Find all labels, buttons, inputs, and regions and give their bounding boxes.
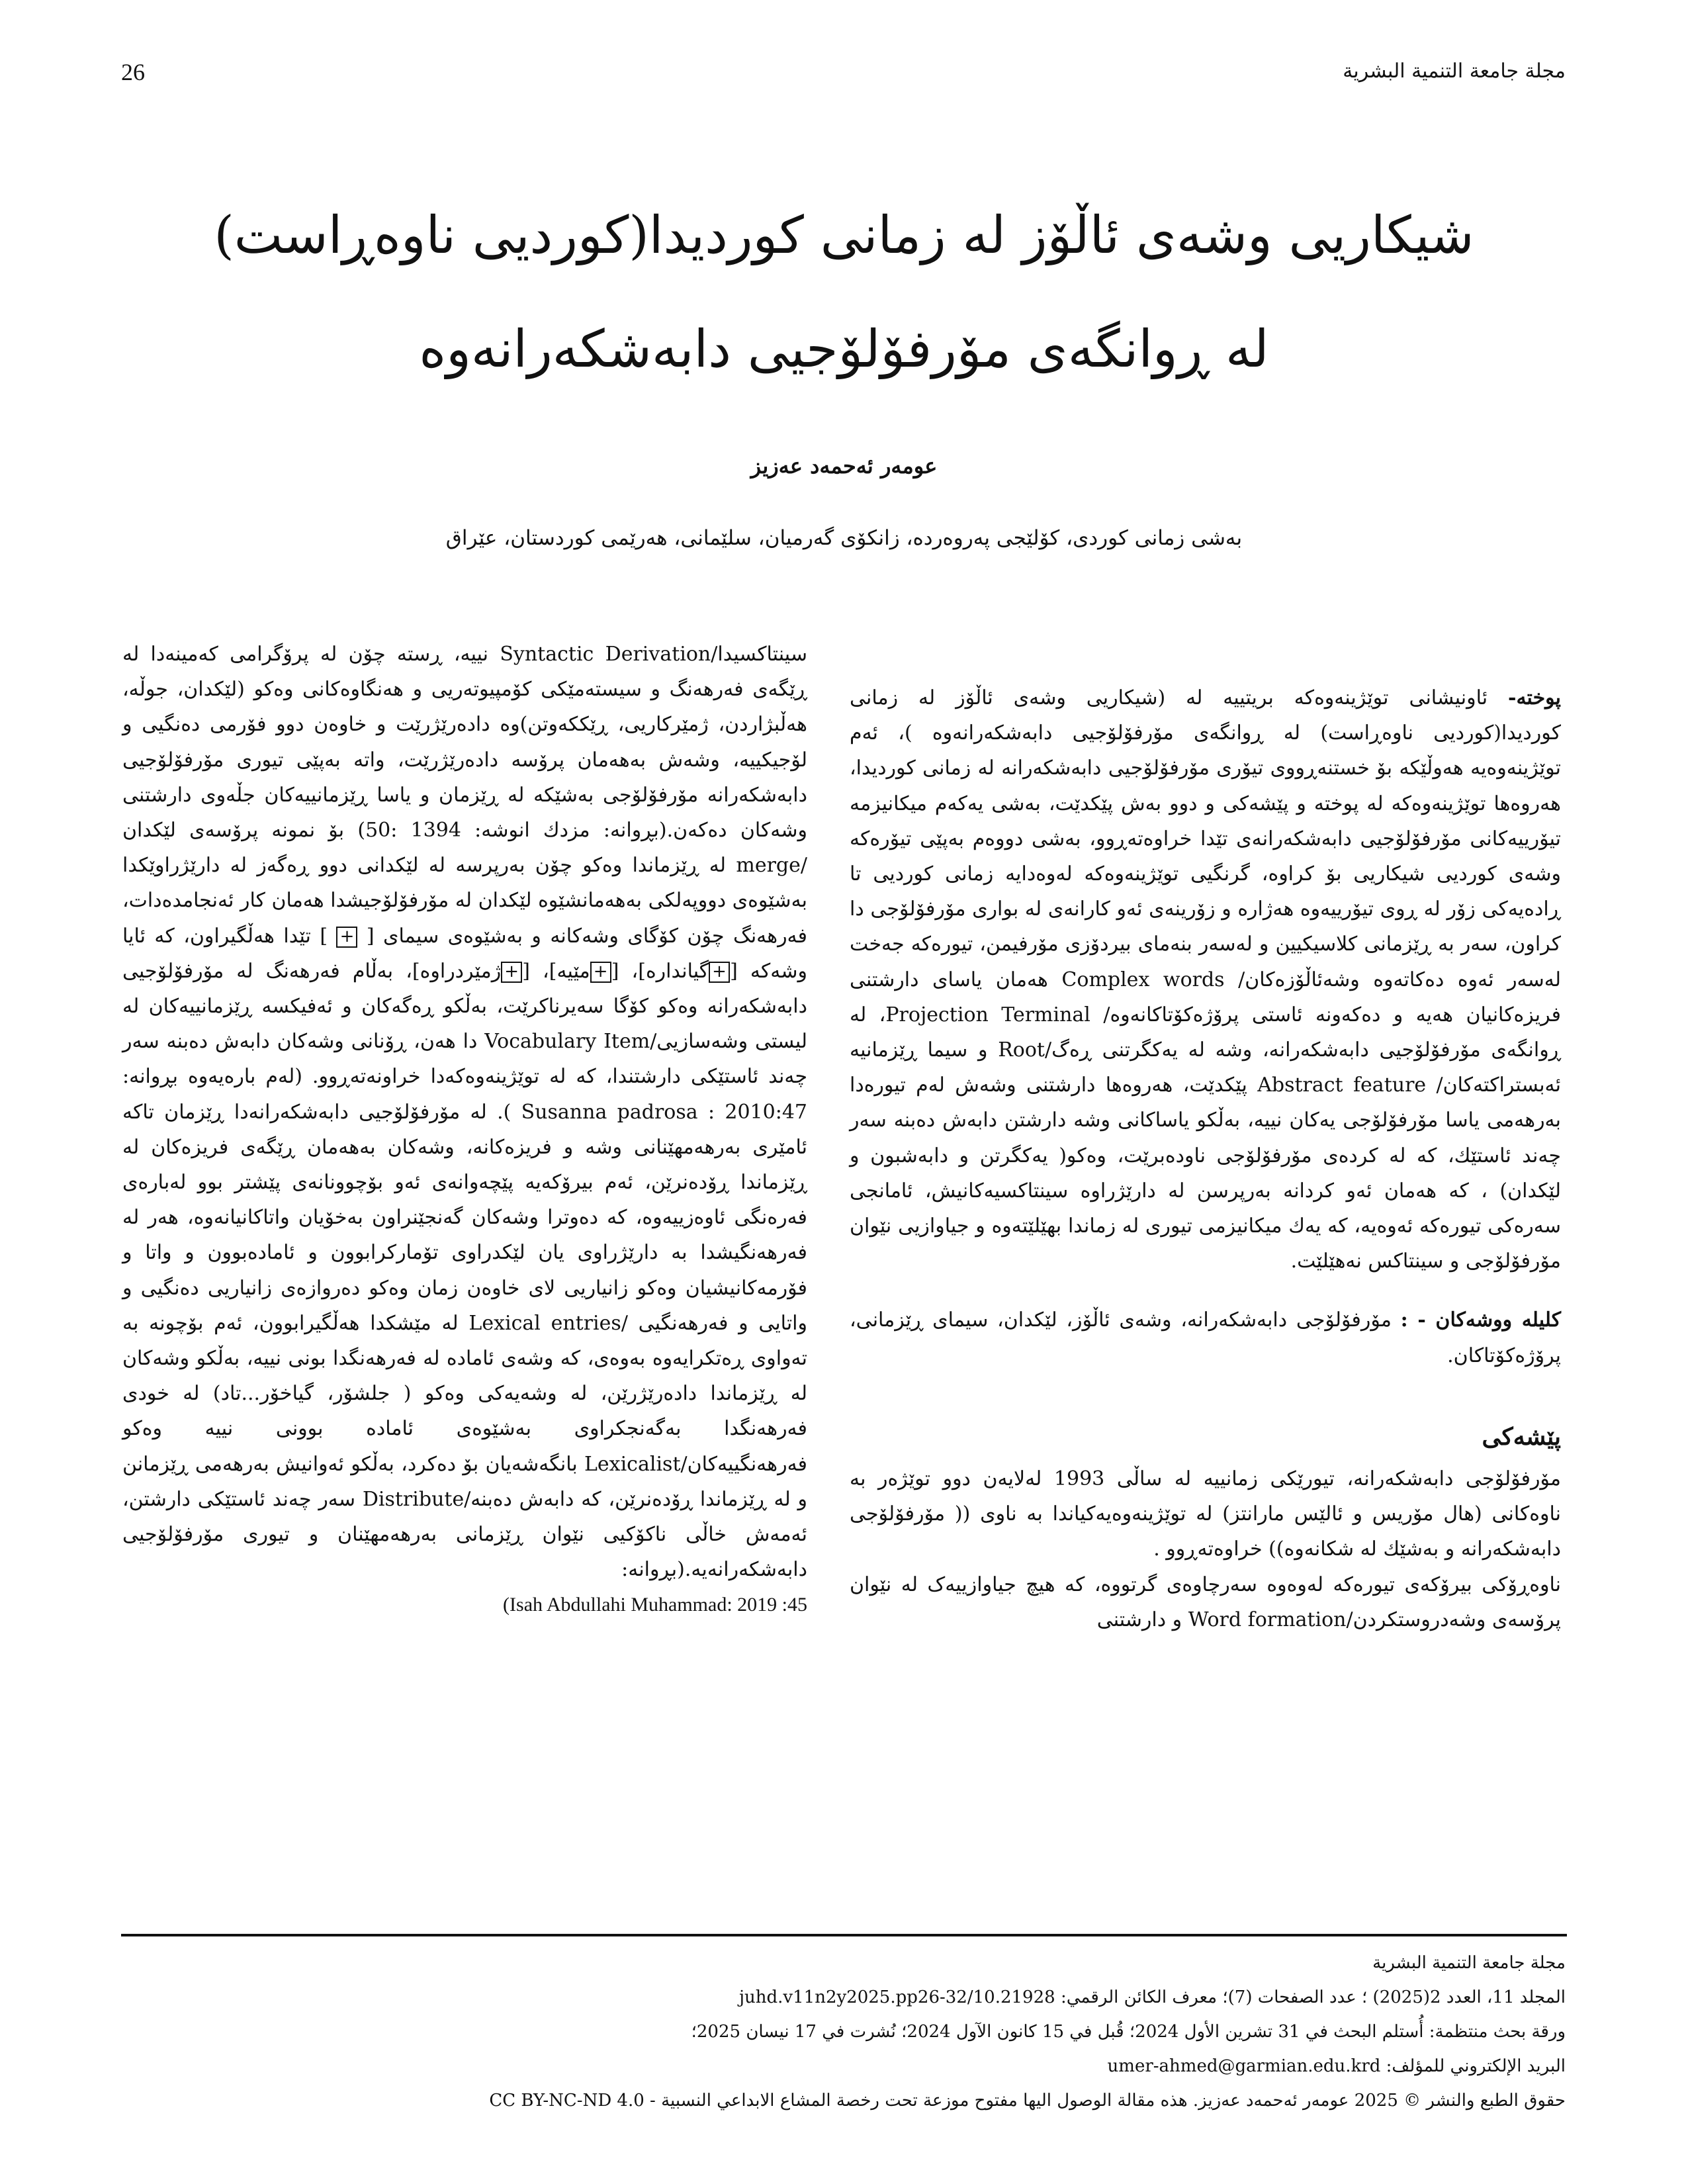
- footer-journal-name: مجلة جامعة التنمية البشرية: [1372, 1953, 1566, 1973]
- plus-feature-symbol: +: [709, 962, 730, 983]
- feature-text-2: گیاندارە]، [: [611, 959, 709, 983]
- footer-volume-doi: المجلد 11، العدد 2(2025) ؛ عدد الصفحات (7)؛ معرف الكائن الرقمي: 10.21928/juhd.v11n2y2025.pp26-32: [738, 1987, 1566, 2007]
- running-head-journal-name: مجلة جامعة التنمية البشرية: [1343, 60, 1566, 83]
- footer: [121, 1946, 1566, 2118]
- section-heading-introduction: پێشەکی: [1482, 1422, 1561, 1451]
- page-number: 26: [121, 59, 145, 85]
- author-name: عومەر ئەحمەد عەزیز: [750, 453, 938, 478]
- body-paragraph-a: [122, 637, 807, 1587]
- footer-email: البريد الإلكتروني للمؤلف: umer-ahmed@garmian.edu.krd: [1107, 2056, 1566, 2076]
- title-line-1: شیکاریی وشەی ئاڵۆز لە زمانی کوردیدا(کوردیی ناوەڕاست): [214, 206, 1474, 265]
- title-line-2: لە ڕوانگەی مۆرفۆلۆجیی دابەشکەرانەوە: [419, 320, 1269, 379]
- citation-end: (Isah Abdullahi Muhammad: 2019 :45: [503, 1594, 807, 1616]
- abstract-label: پوختە-: [1508, 686, 1561, 709]
- right-column: [850, 680, 1561, 1637]
- keywords: [850, 1302, 1561, 1373]
- introduction-paragraph-1: مۆرفۆلۆجی دابەشکەرانە، تیورێکی زمانییە لە ساڵی 1993 لەلایەن دوو توێژەر بە ناوەکانی (هال مۆریس و ئالێس مارانتز) لە توێژینەوەیەکیاندا بە ناوی (( مۆرفۆلۆجی دابەشکەرانە و بەشێك لە شکانەوە)) خراوەتەڕوو .: [850, 1467, 1561, 1561]
- feature-text-4: ژمێردراوە]،: [406, 959, 502, 983]
- citation-line: [122, 1587, 807, 1622]
- plus-feature-symbol: +: [590, 962, 611, 983]
- introduction-paragraph-2: ناوەڕۆکی بیرۆکەی تیورەکە لەوەوە سەرچاوەی گرتووە، کە هیچ جیاوازییەک لە نێوان پرۆسەی وشەدروستکردن/Word formation و دارشتنی: [850, 1572, 1561, 1631]
- article-title: [165, 179, 1523, 406]
- keywords-label: کلیلە ووشەکان - :: [1400, 1308, 1561, 1332]
- body-text-b: بەڵام فەرهەنگ لە مۆرفۆلۆجیی دابەشکەرانە وەکو کۆگا سەیرناکرێت، بەڵکو ڕەگەکان و ئەفیکسە ڕێزمانییەکان لە لیستی وشەسازیی/Vocabulary Item دا هەن، ڕۆنانی وشەکان دابەش دەبنە سەر چەند ئاستێکی دارشتندا، کە لە توێژینەوەکەدا خراونەتەڕوو. (لەم بارەیەوە بڕوانە: Susanna padrosa : 2010:47 ). لە مۆرفۆلۆجیی دابەشکەرانەدا ڕێزمان تاکە ئامێری بەرهەمهێنانی وشە و فریزەکانە، وشەکان بەهەمان ڕێگەی فریزەکان لە ڕێزماندا ڕۆدەنرێن، ئەم بیرۆکەیە پێچەوانەی ئەو بۆچوونانەی پێشتر بوو لەبارەی فەرەنگی ئاوەزییەوە، کە دەوترا وشەکان گەنجێنراون بەخۆیان واتاکانیانەوە، هەر لە فەرهەنگیشدا بە دارێژراوی یان لێکدراوی تۆمارکرابوون و ئامادەبوون و واتا و فۆرمەکانیشیان وەکو زانیاریی لای خاوەن زمان وەکو دەروازەی زانیاریی دەنگیی و واتایی و فەرهەنگیی /Lexical entries لە مێشکدا هەڵگیرابوون، ئەم بۆچونە بە تەواوی ڕەتکرایەوە بەوەی، کە وشەی ئامادە لە فەرهەنگدا بونی نییە، بەڵکو وشەکان لە ڕێزماندا دادەرێژرێن، لە وشەیەکی وەکو ( جلشۆر، گیاخۆر...تاد) لە خودی فەرهەنگدا بەگەنجکراوی بەشێوەی ئامادە بوونی نییە وەکو فەرهەنگییەکان/Lexicalist بانگەشەیان بۆ دەکرد، بەڵکو ئەوانیش بەرهەمی ڕێزمانن و لە ڕێزماندا ڕۆدەنرێن، کە دابەش دەبنە/Distribute سەر چەند ئاستێکی دارشتن، ئەمەش خاڵی ناکۆکیی نێوان ڕێزمانی بەرهەمهێنان و تیوری مۆرفۆلۆجیی دابەشکەرانەیە.(بڕوانە:: [122, 959, 808, 1582]
- keywords-text: مۆرفۆلۆجی دابەشکەرانە، وشەی ئاڵۆز، لێکدان، سیمای ڕێزمانی، پرۆژەکۆتاکان.: [850, 1308, 1561, 1367]
- footer-dates: ورقة بحث منتظمة: أُستلم البحث في 31 تشرين الأول 2024؛ قُبل في 15 كانون الآول 2024؛ نُشرت في 17 نيسان 2025؛: [691, 2022, 1566, 2042]
- introduction-body: [850, 1461, 1561, 1637]
- abstract-text: ئاونیشانی توێژینەوەکە بریتییە لە (شیکاریی وشەی ئاڵۆز لە زمانی کوردیدا(کوردیی ناوەڕاست) لە ڕوانگەی مۆرفۆلۆجیی دابەشکەرانەوە )، ئەم توێژینەوەیە هەوڵێکە بۆ خستنەڕووی تیۆری مۆرفۆلۆجیی دابەشکەرانە لە زمانی کوردیدا، هەروەها توێژینەوەکە لە پوختە و پێشەکی و دوو بەش پێکدێت، بەشی یەکەم میکانیزمە تیۆرییەکانی مۆرفۆلۆجیی دابەشکەرانەی تێدا خراوەتەڕوو، بەشی دووەم بەپێی تیۆرەکە وشەی کوردیی شیکاریی بۆ کراوە، گرنگیی توێژینەوەکە لەوەدایە زمانی کوردیی تا ڕادەیەکی زۆر لە ڕوی تیۆرییەوە هەژارە و زۆرینەی ئەو کارانەی لە بواری مۆرفۆلۆجی دا کراون، سەر بە ڕێزمانی کلاسیکیین و لەسەر بنەمای بیردۆزی مۆرفیمن، تیورەکە جەخت لەسەر ئەوە دەکاتەوە وشەئاڵۆزەکان/ Complex words هەمان یاسای دارشتنی فریزەکانیان هەیە و دەکەونە ئاستی پرۆژەکۆتاکانەوە/ Projection Terminal، لە ڕوانگەی مۆرفۆلۆجیی دابەشکەرانە، وشە لە یەکگرتنی ڕەگ/Root و سیما ڕێزمانیە ئەبستراکتەکان/ Abstract feature پێکدێت، هەروەها دارشتنی وشەش لەم تیورەدا بەرهەمی یاسا مۆرفۆلۆجی یەکان نییە، بەڵکو یاساکانی وشە دارشتن دابەش دەبنە سەر چەند ئاستێك، کە لە کردەی مۆرفۆلۆجی ناودەبرێت، وەکو( یەکگرتن و دابەشبون و لێکدان) ، کە هەمان ئەو کردانە بەرپرسن لە دارێژراوە سینتاکسیەکانیش، ئامانجی سەرەکی تیورەکە ئەوەیە، کە یەك میکانیزمی تیوری لە زماندا بهێلێتەوە و جیاوازیی نێوان مۆرفۆلۆجی و سینتاکس نەهێلێت.: [850, 686, 1562, 1273]
- body-text-a: سینتاکسیدا/Syntactic Derivation نییە، ڕستە چۆن لە پرۆگرامی کەمینەدا لە ڕێگەی فەرهەنگ و سیستەمێکی کۆمپیوتەریی و هەنگاوەکانی وەکو (لێکدان، جوڵە، هەڵبژاردن، ژمێرکاریی، ڕێککەوتن)وە دادەرێژرێت و خاوەن دوو فۆرمی دەنگیی و لۆجیکییە، وشەش بەهەمان پرۆسە دادەرێژرێت، واتە بەپێی تیوری مۆرفۆلۆجیی دابەشکەرانە مۆرفۆلۆجی بەشێکە لە ڕێزمان و یاسا ڕێزمانییەکان جڵەوی دارشتنی وشەکان دەکەن.(بڕوانە: مزدك انوشه: 1394 :50) بۆ نمونە پرۆسەی لێکدان /merge لە ڕێزماندا وەکو چۆن بەرپرسە لە لێکدانی دوو ڕەگەز لە دارێژراوێکدا بەشێوەی دووپەلکی بەهەمانشێوە لێکدان لە مۆرفۆلۆجیشدا هەمان کار ئەنجامدەدات، فەرهەنگ چۆن کۆگای وشەکانە و بەشێوەی سیمای [: [122, 643, 807, 948]
- abstract: [850, 680, 1561, 1279]
- plus-feature-symbol: +: [336, 927, 357, 948]
- footer-copyright: حقوق الطبع والنشر © 2025 عومەر ئەحمەد عەزیز. هذه مقالة الوصول اليها مفتوح موزعة تحت رخصة المشاع الابداعي النسبية - CC BY-NC-ND 4.0: [489, 2091, 1566, 2111]
- author-affiliation: بەشی زمانی کوردی، کۆلێجی پەروەردە، زانکۆی گەرمیان، سلێمانی، هەرێمی کوردستان، عێراق: [445, 526, 1243, 550]
- feature-text-1: ] تێدا هەڵگیراون، کە ئایا وشەکە [: [122, 924, 807, 983]
- footer-divider: [121, 1934, 1567, 1936]
- feature-text-3: مێیە]، [: [522, 959, 590, 983]
- plus-feature-symbol: +: [501, 962, 522, 983]
- left-column: [122, 637, 807, 1623]
